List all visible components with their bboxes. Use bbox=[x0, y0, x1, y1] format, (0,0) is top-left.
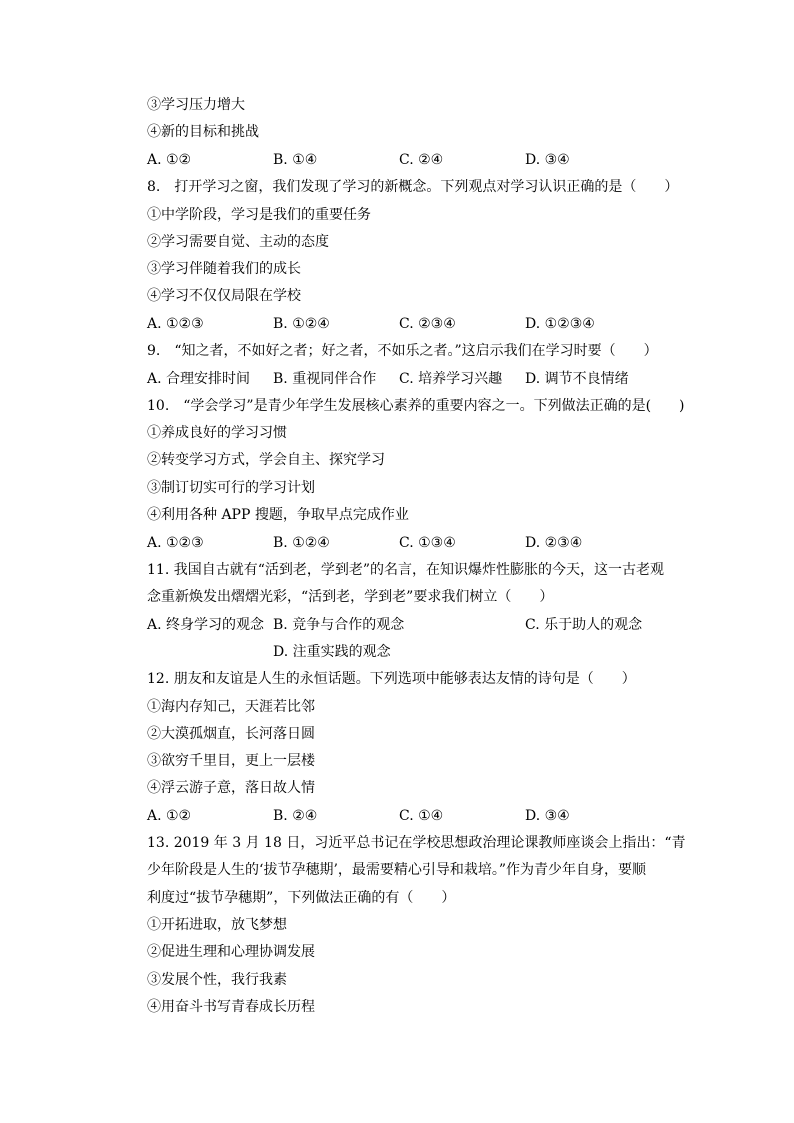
q8-item-3: ③学习伴随着我们的成长 bbox=[147, 261, 301, 277]
q13-item-3: ③发展个性，我行我素 bbox=[147, 972, 287, 988]
q10-stem: 10. “学会学习”是青少年学生发展核心素养的重要内容之一。下列做法正确的是( ) bbox=[147, 398, 685, 414]
q7-item-4: ④新的目标和挑战 bbox=[147, 124, 259, 140]
q7-option-d: D. ③④ bbox=[525, 152, 570, 168]
q13-item-4: ④用奋斗书写青春成长历程 bbox=[147, 999, 315, 1015]
q13-item-1: ①开拓进取，放飞梦想 bbox=[147, 917, 287, 933]
q10-item-2: ②转变学习方式，学会自主、探究学习 bbox=[147, 452, 385, 468]
q9-option-a: A. 合理安排时间 bbox=[147, 371, 251, 387]
q9-stem: 9. “知之者，不如好之者；好之者，不如乐之者。”这启示我们在学习时要（ ） bbox=[147, 343, 658, 359]
q10-option-a: A. ①②③ bbox=[147, 535, 204, 551]
q8-item-4: ④学习不仅仅局限在学校 bbox=[147, 288, 301, 304]
q8-stem: 8. 打开学习之窗，我们发现了学习的新概念。下列观点对学习认识正确的是（ ） bbox=[147, 179, 679, 195]
q13-item-2: ②促进生理和心理协调发展 bbox=[147, 944, 315, 960]
q10-option-d: D. ②③④ bbox=[525, 535, 583, 551]
q12-item-1: ①海内存知己，天涯若比邻 bbox=[147, 699, 315, 715]
q13-stem-line-1: 13. 2019 年 3 月 18 日，习近平总书记在学校思想政治理论课教师座谈会上指出：“青 bbox=[147, 835, 686, 851]
q12-option-c: C. ①④ bbox=[399, 808, 444, 824]
q10-item-1: ①养成良好的学习习惯 bbox=[147, 425, 287, 441]
q12-option-b: B. ②④ bbox=[273, 808, 318, 824]
q12-option-a: A. ①② bbox=[147, 808, 192, 824]
q8-item-2: ②学习需要自觉、主动的态度 bbox=[147, 234, 329, 250]
q12-item-3: ③欲穷千里目，更上一层楼 bbox=[147, 753, 315, 769]
q8-option-b: B. ①②④ bbox=[273, 316, 330, 332]
q12-item-2: ②大漠孤烟直，长河落日圆 bbox=[147, 726, 315, 742]
q8-option-a: A. ①②③ bbox=[147, 316, 204, 332]
q10-item-4: ④利用各种 APP 搜题，争取早点完成作业 bbox=[147, 507, 409, 523]
q9-option-c: C. 培养学习兴趣 bbox=[399, 371, 503, 387]
q7-option-a: A. ①② bbox=[147, 152, 192, 168]
q7-option-b: B. ①④ bbox=[273, 152, 318, 168]
q11-stem-line-1: 11. 我国自古就有“活到老，学到老”的名言，在知识爆炸性膨胀的今天，这一古老观 bbox=[147, 562, 665, 578]
q11-option-d: D. 注重实践的观念 bbox=[273, 644, 391, 660]
q9-option-b: B. 重视同伴合作 bbox=[273, 371, 377, 387]
q8-option-d: D. ①②③④ bbox=[525, 316, 595, 332]
q11-option-b: B. 竞争与合作的观念 bbox=[273, 617, 405, 633]
q8-option-c: C. ②③④ bbox=[399, 316, 456, 332]
q10-item-3: ③制订切实可行的学习计划 bbox=[147, 480, 315, 496]
q13-stem-line-2: 少年阶段是人生的‘拔节孕穗期’，最需要精心引导和栽培。”作为青少年自身，要顺 bbox=[147, 862, 647, 878]
q13-stem-line-3: 利度过“拔节孕穗期”，下列做法正确的有（ ） bbox=[147, 890, 456, 906]
q7-option-c: C. ②④ bbox=[399, 152, 444, 168]
q7-item-3: ③学习压力增大 bbox=[147, 97, 245, 113]
q11-stem-line-2: 念重新焕发出熠熠光彩，“活到老，学到老”要求我们树立（ ） bbox=[147, 589, 554, 605]
q10-option-c: C. ①③④ bbox=[399, 535, 456, 551]
q12-option-d: D. ③④ bbox=[525, 808, 570, 824]
q12-item-4: ④浮云游子意，落日故人情 bbox=[147, 780, 315, 796]
q11-option-c: C. 乐于助人的观念 bbox=[525, 617, 643, 633]
q12-stem: 12. 朋友和友谊是人生的永恒话题。下列选项中能够表达友情的诗句是（ ） bbox=[147, 671, 636, 687]
q9-option-d: D. 调节不良情绪 bbox=[525, 371, 629, 387]
q11-option-a: A. 终身学习的观念 bbox=[147, 617, 265, 633]
q10-option-b: B. ①②④ bbox=[273, 535, 330, 551]
q8-item-1: ①中学阶段，学习是我们的重要任务 bbox=[147, 207, 371, 223]
